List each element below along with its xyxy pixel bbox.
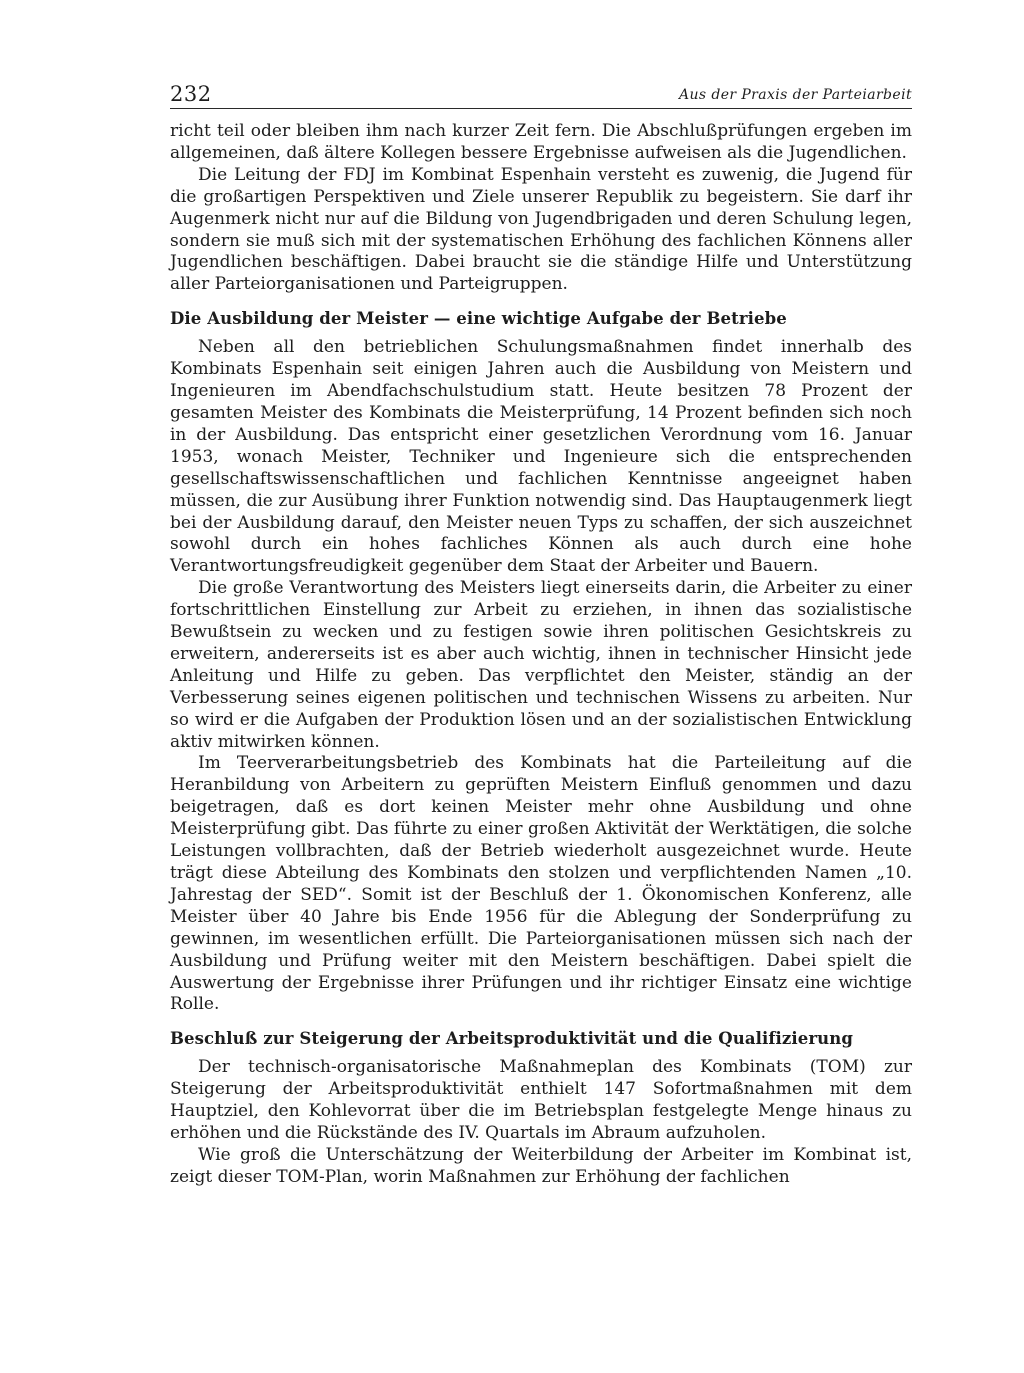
- paragraph-teerverarbeitung: Im Teerverarbeitungsbetrieb des Kombinats hat die Parteileitung auf die Heranbildung von Arbeitern zu geprüften Meistern Einfluß genommen und dazu beigetragen, daß es dort keinen Meister mehr ohne Ausbildung und ohne Meisterprüfung gibt. Das führte zu einer großen Aktivität der Werktätigen, die solche Leistungen vollbrachten, daß der Betrieb wiederholt ausgezeichnet wurde. Heute trägt diese Abteilung des Kombinats den stolzen und verpflichtenden Namen „10. Jahrestag der SED“. Somit ist der Beschluß der 1. Ökonomischen Konferenz, alle Meister über 40 Jahre bis Ende 1956 für die Ablegung der Sonderprüfung zu gewinnen, im wesentlichen erfüllt. Die Parteiorganisationen müssen sich nach der Ausbildung und Prüfung weiter mit den Meistern beschäftigen. Dabei spielt die Auswertung der Ergebnisse ihrer Prüfungen und ihr richtiger Einsatz eine wichtige Rolle.: [170, 753, 912, 1015]
- paragraph-ausbildung: Neben all den betrieblichen Schulungsmaßnahmen findet innerhalb des Kombinats Espenhain seit einigen Jahren auch die Ausbildung von Meistern und Ingenieuren im Abendfachschulstudium statt. Heute besitzen 78 Prozent der gesamten Meister des Kombinats die Meisterprüfung, 14 Prozent befinden sich noch in der Ausbildung. Das entspricht einer gesetzlichen Verordnung vom 16. Januar 1953, wonach Meister, Techniker und Ingenieure sich die entsprechenden gesellschaftswissenschaftlichen und fachlichen Kenntnisse angeeignet haben müssen, die zur Ausübung ihrer Funktion notwendig sind. Das Hauptaugenmerk liegt bei der Ausbildung darauf, den Meister neuen Typs zu schaffen, der sich auszeichnet sowohl durch ein hohes fachliches Können als auch durch eine hohe Verantwortungsfreudigkeit gegenüber dem Staat der Arbeiter und Bauern.: [170, 337, 912, 577]
- section-heading-beschluss: Beschluß zur Steigerung der Arbeitsproduktivität und die Qualifizierung: [170, 1029, 853, 1049]
- paragraph-verantwortung: Die große Verantwortung des Meisters liegt einerseits darin, die Arbeiter zu einer fortschrittlichen Einstellung zur Arbeit zu erziehen, in ihnen das sozialistische Bewußtsein zu wecken und zu festigen sowie ihren politischen Gesichtskreis zu erweitern, andererseits ist es aber auch wichtig, ihnen in technischer Hinsicht jede Anleitung und Hilfe zu geben. Das verpflichtet den Meister, ständig an der Verbesserung seines eigenen politischen und technischen Wissens zu arbeiten. Nur so wird er die Aufgaben der Produktion lösen und an der sozialistischen Entwicklung aktiv mitwirken können.: [170, 578, 912, 752]
- paragraph-fdj: Die Leitung der FDJ im Kombinat Espenhain versteht es zuwenig, die Jugend für die großartigen Perspektiven und Ziele unserer Republik zu begeistern. Sie darf ihr Augenmerk nicht nur auf die Bildung von Jugendbrigaden und deren Schulung legen, sondern sie muß sich mit der systematischen Erhöhung des fachlichen Könnens aller Jugendlichen beschäftigen. Dabei braucht sie die ständige Hilfe und Unterstützung aller Parteiorganisationen und Parteigruppen.: [170, 164, 912, 295]
- page-number: 232: [170, 82, 212, 106]
- page-body: [170, 121, 912, 1189]
- page-header: [170, 74, 912, 109]
- paragraph-continuation: richt teil oder bleiben ihm nach kurzer Zeit fern. Die Abschlußprüfungen ergeben im allgemeinen, daß ältere Kollegen bessere Ergebnisse aufweisen als die Jugendlichen.: [170, 121, 912, 163]
- book-page: [170, 74, 912, 1189]
- running-title: Aus der Praxis der Parteiarbeit: [678, 87, 912, 103]
- section-heading-meister: Die Ausbildung der Meister — eine wichtige Aufgabe der Betriebe: [170, 309, 787, 329]
- paragraph-unterschaetzung: Wie groß die Unterschätzung der Weiterbildung der Arbeiter im Kombinat ist, zeigt dieser TOM-Plan, worin Maßnahmen zur Erhöhung der fachlichen: [170, 1144, 912, 1187]
- paragraph-tom: Der technisch-organisatorische Maßnahmeplan des Kombinats (TOM) zur Steigerung der Arbeitsproduktivität enthielt 147 Sofortmaßnahmen mit dem Hauptziel, den Kohlevorrat über die im Betriebsplan festgelegte Menge hinaus zu erhöhen und die Rückstände des IV. Quartals im Abraum aufzuholen.: [170, 1057, 912, 1144]
